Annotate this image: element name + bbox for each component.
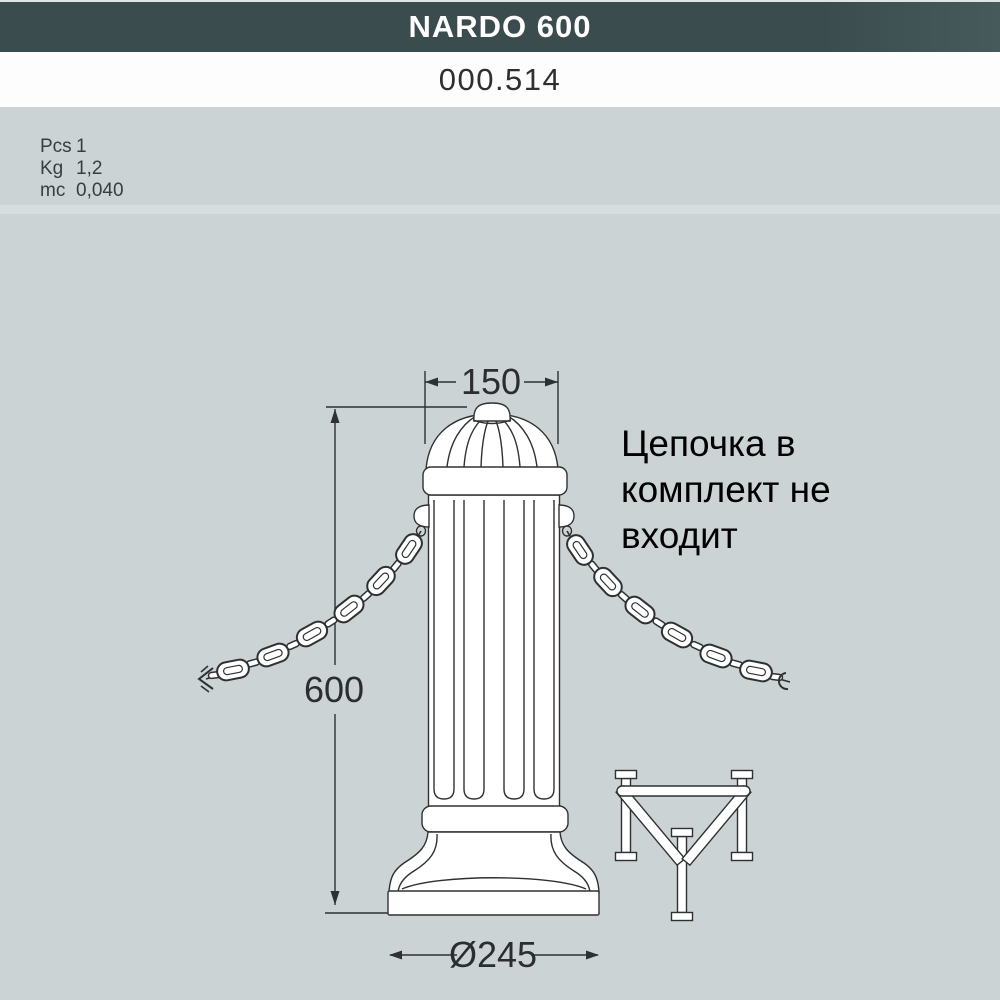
dim-label-base-diameter: Ø245 xyxy=(448,934,538,975)
bollard-flared-base xyxy=(389,832,599,892)
product-code: 000.514 xyxy=(438,61,562,97)
spec-label: Pcs xyxy=(40,136,72,157)
chain-right xyxy=(564,531,790,689)
bollard-upper-collar xyxy=(423,467,567,495)
spec-value: 1,2 xyxy=(76,158,103,179)
bollard-base-plate xyxy=(388,891,599,915)
spec-label: mc xyxy=(40,180,66,201)
chain-left xyxy=(199,531,425,692)
bollard-top-cap xyxy=(473,403,511,424)
page-title: NARDO 600 xyxy=(408,9,592,44)
bollard-drawing xyxy=(388,403,599,915)
spec-value: 1 xyxy=(76,136,87,157)
note-line: комплект не xyxy=(621,469,831,510)
bollard-dome xyxy=(426,414,558,469)
bollard-fluted-body xyxy=(429,495,560,808)
anchor-bolt-right xyxy=(732,771,753,861)
anchor-bolt-center xyxy=(672,829,693,921)
anchor-bracket xyxy=(616,771,753,921)
note-line: входит xyxy=(621,515,738,556)
anchor-bolt-left xyxy=(616,771,637,861)
dimension-base-diameter xyxy=(389,934,599,975)
spec-value: 0,040 xyxy=(76,180,124,201)
dim-label-height: 600 xyxy=(303,669,365,710)
dim-label-top-width: 150 xyxy=(460,361,522,402)
note-line: Цепочка в xyxy=(621,423,796,464)
bollard-lower-ring xyxy=(422,806,568,832)
spec-label: Kg xyxy=(40,158,64,179)
